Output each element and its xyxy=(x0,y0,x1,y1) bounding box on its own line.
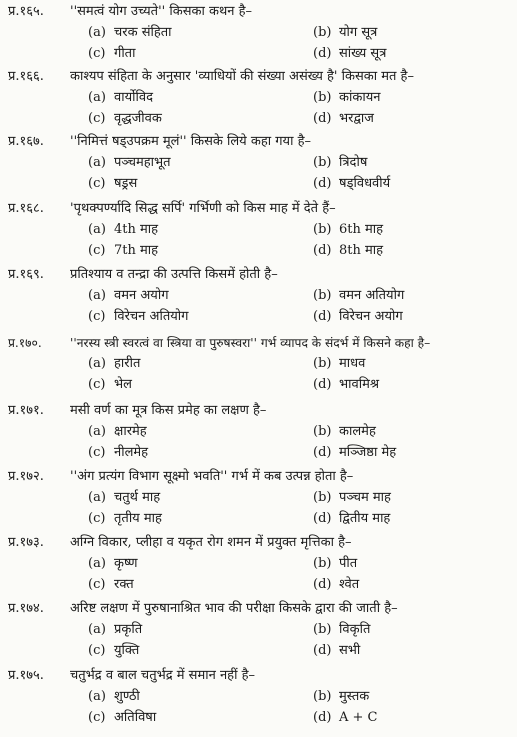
option-label: (d) xyxy=(313,309,332,324)
option-label: (b) xyxy=(313,689,332,704)
option-label: (d) xyxy=(313,577,332,592)
option-label: (b) xyxy=(313,25,332,40)
option-label: (c) xyxy=(88,643,106,658)
option-label: (a) xyxy=(88,622,106,637)
question-block xyxy=(8,199,513,264)
question-block xyxy=(8,467,513,532)
question-text: प्रतिश्याय व तन्द्रा की उत्पत्ति किसमें होती है– xyxy=(70,267,278,282)
option-b-text: योग सूत्र xyxy=(339,25,378,40)
option-c-text: वृद्धजीवक xyxy=(114,111,162,126)
option-b xyxy=(313,488,391,508)
option-c-text: तृतीय माह xyxy=(114,511,162,526)
option-b xyxy=(313,620,370,640)
option-d xyxy=(313,708,378,728)
option-c-text: अतिविषा xyxy=(114,710,157,725)
option-b-text: पीत xyxy=(339,556,358,571)
option-b xyxy=(313,286,404,306)
question-block xyxy=(8,333,513,398)
option-c-text: 7th माह xyxy=(114,243,159,258)
option-d-text: सांख्य सूत्र xyxy=(339,46,387,61)
option-c xyxy=(88,109,162,129)
option-a xyxy=(88,286,169,306)
question-number: प्र.१७१. xyxy=(8,403,44,418)
question-text: चतुर्भद्र व बाल चतुर्भद्र में समान नहीं है– xyxy=(70,668,255,683)
question-line xyxy=(8,533,513,553)
question-line xyxy=(8,401,513,421)
option-a-text: प्रकृति xyxy=(114,622,143,637)
question-text: 'पृथक्पर्ण्यादि सिद्ध सर्पि' गर्भिणी को किस माह में देते हैं– xyxy=(70,201,336,216)
option-b-text: कालमेह xyxy=(339,424,376,439)
option-label: (d) xyxy=(313,445,332,460)
option-d xyxy=(313,44,386,64)
option-d-text: श्वेत xyxy=(339,577,360,592)
option-label: (c) xyxy=(88,176,106,191)
option-d-text: द्वितीय माह xyxy=(339,511,391,526)
option-label: (c) xyxy=(88,111,106,126)
option-d-text: भरद्वाज xyxy=(339,111,374,126)
option-d xyxy=(313,109,374,129)
question-number: प्र.१७५. xyxy=(8,668,44,683)
option-label: (c) xyxy=(88,577,106,592)
option-label: (a) xyxy=(88,689,106,704)
option-b xyxy=(313,422,376,442)
option-label: (b) xyxy=(313,90,332,105)
option-a xyxy=(88,687,140,707)
question-line xyxy=(8,132,513,152)
question-text: ''अंग प्रत्यंग विभाग सूक्ष्मो भवति'' गर्भ में कब उत्पन्न होता है– xyxy=(70,469,354,484)
question-line xyxy=(8,467,513,487)
option-a-text: वमन अयोग xyxy=(114,288,169,303)
option-label: (b) xyxy=(313,490,332,505)
option-c-text: रक्त xyxy=(114,577,134,592)
option-c xyxy=(88,641,139,661)
question-block xyxy=(8,132,513,197)
option-b-text: मुस्तक xyxy=(339,689,370,704)
option-d xyxy=(313,443,396,463)
option-c-text: गीता xyxy=(114,46,136,61)
option-label: (c) xyxy=(88,511,106,526)
option-a xyxy=(88,220,158,240)
option-d xyxy=(313,641,360,661)
option-c xyxy=(88,44,135,64)
option-a-text: चतुर्थ माह xyxy=(114,490,161,505)
question-line xyxy=(8,199,513,219)
option-label: (a) xyxy=(88,556,106,571)
question-text: अग्नि विकार, प्लीहा व यकृत रोग शमन में प्रयुक्त मृत्तिका है– xyxy=(70,535,352,550)
option-d xyxy=(313,509,390,529)
question-line xyxy=(8,333,513,353)
option-b xyxy=(313,687,369,707)
option-d xyxy=(313,375,379,395)
option-a-text: वार्योविद xyxy=(114,90,154,105)
question-number: प्र.१६५. xyxy=(8,4,44,19)
option-label: (d) xyxy=(313,111,332,126)
option-b-text: पञ्चम माह xyxy=(339,490,391,505)
option-d-text: 8th माह xyxy=(339,243,384,258)
question-number: प्र.१६८. xyxy=(8,201,44,216)
option-c xyxy=(88,708,156,728)
option-label: (a) xyxy=(88,155,106,170)
option-a xyxy=(88,488,160,508)
question-text: ''निमित्तं षड्उपक्रम मूलं'' किसके लिये कहा गया है– xyxy=(70,134,311,149)
option-d-text: षड्विधवीर्य xyxy=(339,176,391,191)
question-line xyxy=(8,265,513,285)
option-b-text: कांकायन xyxy=(339,90,381,105)
option-a xyxy=(88,354,140,374)
option-d xyxy=(313,241,383,261)
option-label: (c) xyxy=(88,377,106,392)
option-b-text: विकृति xyxy=(339,622,371,637)
option-c xyxy=(88,241,158,261)
option-d-text: विरेचन अयोग xyxy=(339,309,403,324)
option-d-text: भावमिश्र xyxy=(339,377,380,392)
question-number: प्र.१६६. xyxy=(8,69,44,84)
question-number: प्र.१७४. xyxy=(8,601,44,616)
option-a xyxy=(88,88,153,108)
option-c-text: युक्ति xyxy=(114,643,140,658)
question-number: प्र.१६७. xyxy=(8,134,44,149)
question-text: ''समत्वं योग उच्यते'' किसका कथन है– xyxy=(70,4,253,19)
option-b-text: 6th माह xyxy=(339,222,384,237)
option-d-text: A + C xyxy=(339,710,378,725)
option-d xyxy=(313,307,403,327)
option-label: (c) xyxy=(88,710,106,725)
question-text: ''नरस्य स्त्री स्वरत्वं वा स्त्रिया वा पुरुषस्वरा'' गर्भ व्यापद के संदर्भ में किसने कहा है– xyxy=(70,336,431,350)
option-b xyxy=(313,153,367,173)
option-a xyxy=(88,554,138,574)
option-b xyxy=(313,23,377,43)
option-c xyxy=(88,509,162,529)
option-label: (d) xyxy=(313,511,332,526)
option-label: (b) xyxy=(313,356,332,371)
option-label: (a) xyxy=(88,25,106,40)
question-block xyxy=(8,666,513,731)
question-number: प्र.१६९. xyxy=(8,267,44,282)
option-a xyxy=(88,620,142,640)
option-b xyxy=(313,554,357,574)
option-a xyxy=(88,153,171,173)
option-label: (a) xyxy=(88,424,106,439)
option-d xyxy=(313,174,390,194)
option-b xyxy=(313,354,365,374)
option-label: (b) xyxy=(313,622,332,637)
option-label: (a) xyxy=(88,490,106,505)
option-a-text: क्षारमेह xyxy=(114,424,147,439)
option-c xyxy=(88,575,134,595)
question-block xyxy=(8,401,513,466)
option-a-text: चरक संहिता xyxy=(114,25,172,40)
option-c xyxy=(88,174,137,194)
question-line xyxy=(8,67,513,87)
option-label: (a) xyxy=(88,222,106,237)
option-label: (b) xyxy=(313,556,332,571)
option-a xyxy=(88,23,172,43)
option-label: (c) xyxy=(88,309,106,324)
question-block xyxy=(8,67,513,132)
option-a-text: पञ्चमहाभूत xyxy=(114,155,171,170)
option-c xyxy=(88,375,132,395)
option-a-text: 4th माह xyxy=(114,222,159,237)
option-b-text: वमन अतियोग xyxy=(339,288,405,303)
question-line xyxy=(8,666,513,686)
question-line xyxy=(8,2,513,22)
option-label: (a) xyxy=(88,90,106,105)
option-c-text: षड्रस xyxy=(114,176,138,191)
option-label: (c) xyxy=(88,445,106,460)
question-number: प्र.१७०. xyxy=(8,336,42,350)
option-c xyxy=(88,307,188,327)
option-b xyxy=(313,220,383,240)
option-b xyxy=(313,88,380,108)
option-label: (a) xyxy=(88,356,106,371)
option-label: (b) xyxy=(313,155,332,170)
question-block xyxy=(8,2,513,67)
option-a-text: शुण्ठी xyxy=(114,689,140,704)
option-label: (b) xyxy=(313,424,332,439)
option-label: (d) xyxy=(313,176,332,191)
option-label: (b) xyxy=(313,288,332,303)
option-c-text: विरेचन अतियोग xyxy=(114,309,189,324)
option-label: (b) xyxy=(313,222,332,237)
question-line xyxy=(8,599,513,619)
question-block xyxy=(8,265,513,330)
option-d-text: सभी xyxy=(339,643,361,658)
question-block xyxy=(8,599,513,664)
option-c-text: भेल xyxy=(114,377,132,392)
question-number: प्र.१७३. xyxy=(8,535,44,550)
option-label: (d) xyxy=(313,377,332,392)
option-label: (d) xyxy=(313,643,332,658)
option-b-text: माधव xyxy=(339,356,366,371)
option-label: (c) xyxy=(88,46,106,61)
option-a-text: कृष्ण xyxy=(114,556,138,571)
option-d xyxy=(313,575,359,595)
option-d-text: मञ्जिष्ठा मेह xyxy=(339,445,397,460)
question-number: प्र.१७२. xyxy=(8,469,44,484)
option-a xyxy=(88,422,147,442)
question-block xyxy=(8,533,513,598)
option-c-text: नीलमेह xyxy=(114,445,149,460)
option-label: (d) xyxy=(313,243,332,258)
option-label: (a) xyxy=(88,288,106,303)
option-label: (d) xyxy=(313,710,332,725)
option-label: (c) xyxy=(88,243,106,258)
question-text: अरिष्ट लक्षण में पुरुषानाश्रित भाव की परीक्षा किसके द्वारा की जाती है– xyxy=(70,601,398,616)
option-b-text: त्रिदोष xyxy=(339,155,368,170)
question-text: मसी वर्ण का मूत्र किस प्रमेह का लक्षण है– xyxy=(70,403,267,418)
option-a-text: हारीत xyxy=(114,356,141,371)
option-c xyxy=(88,443,148,463)
option-label: (d) xyxy=(313,46,332,61)
question-text: काश्यप संहिता के अनुसार 'व्याधियों की संख्या असंख्य है' किसका मत है– xyxy=(70,69,414,84)
